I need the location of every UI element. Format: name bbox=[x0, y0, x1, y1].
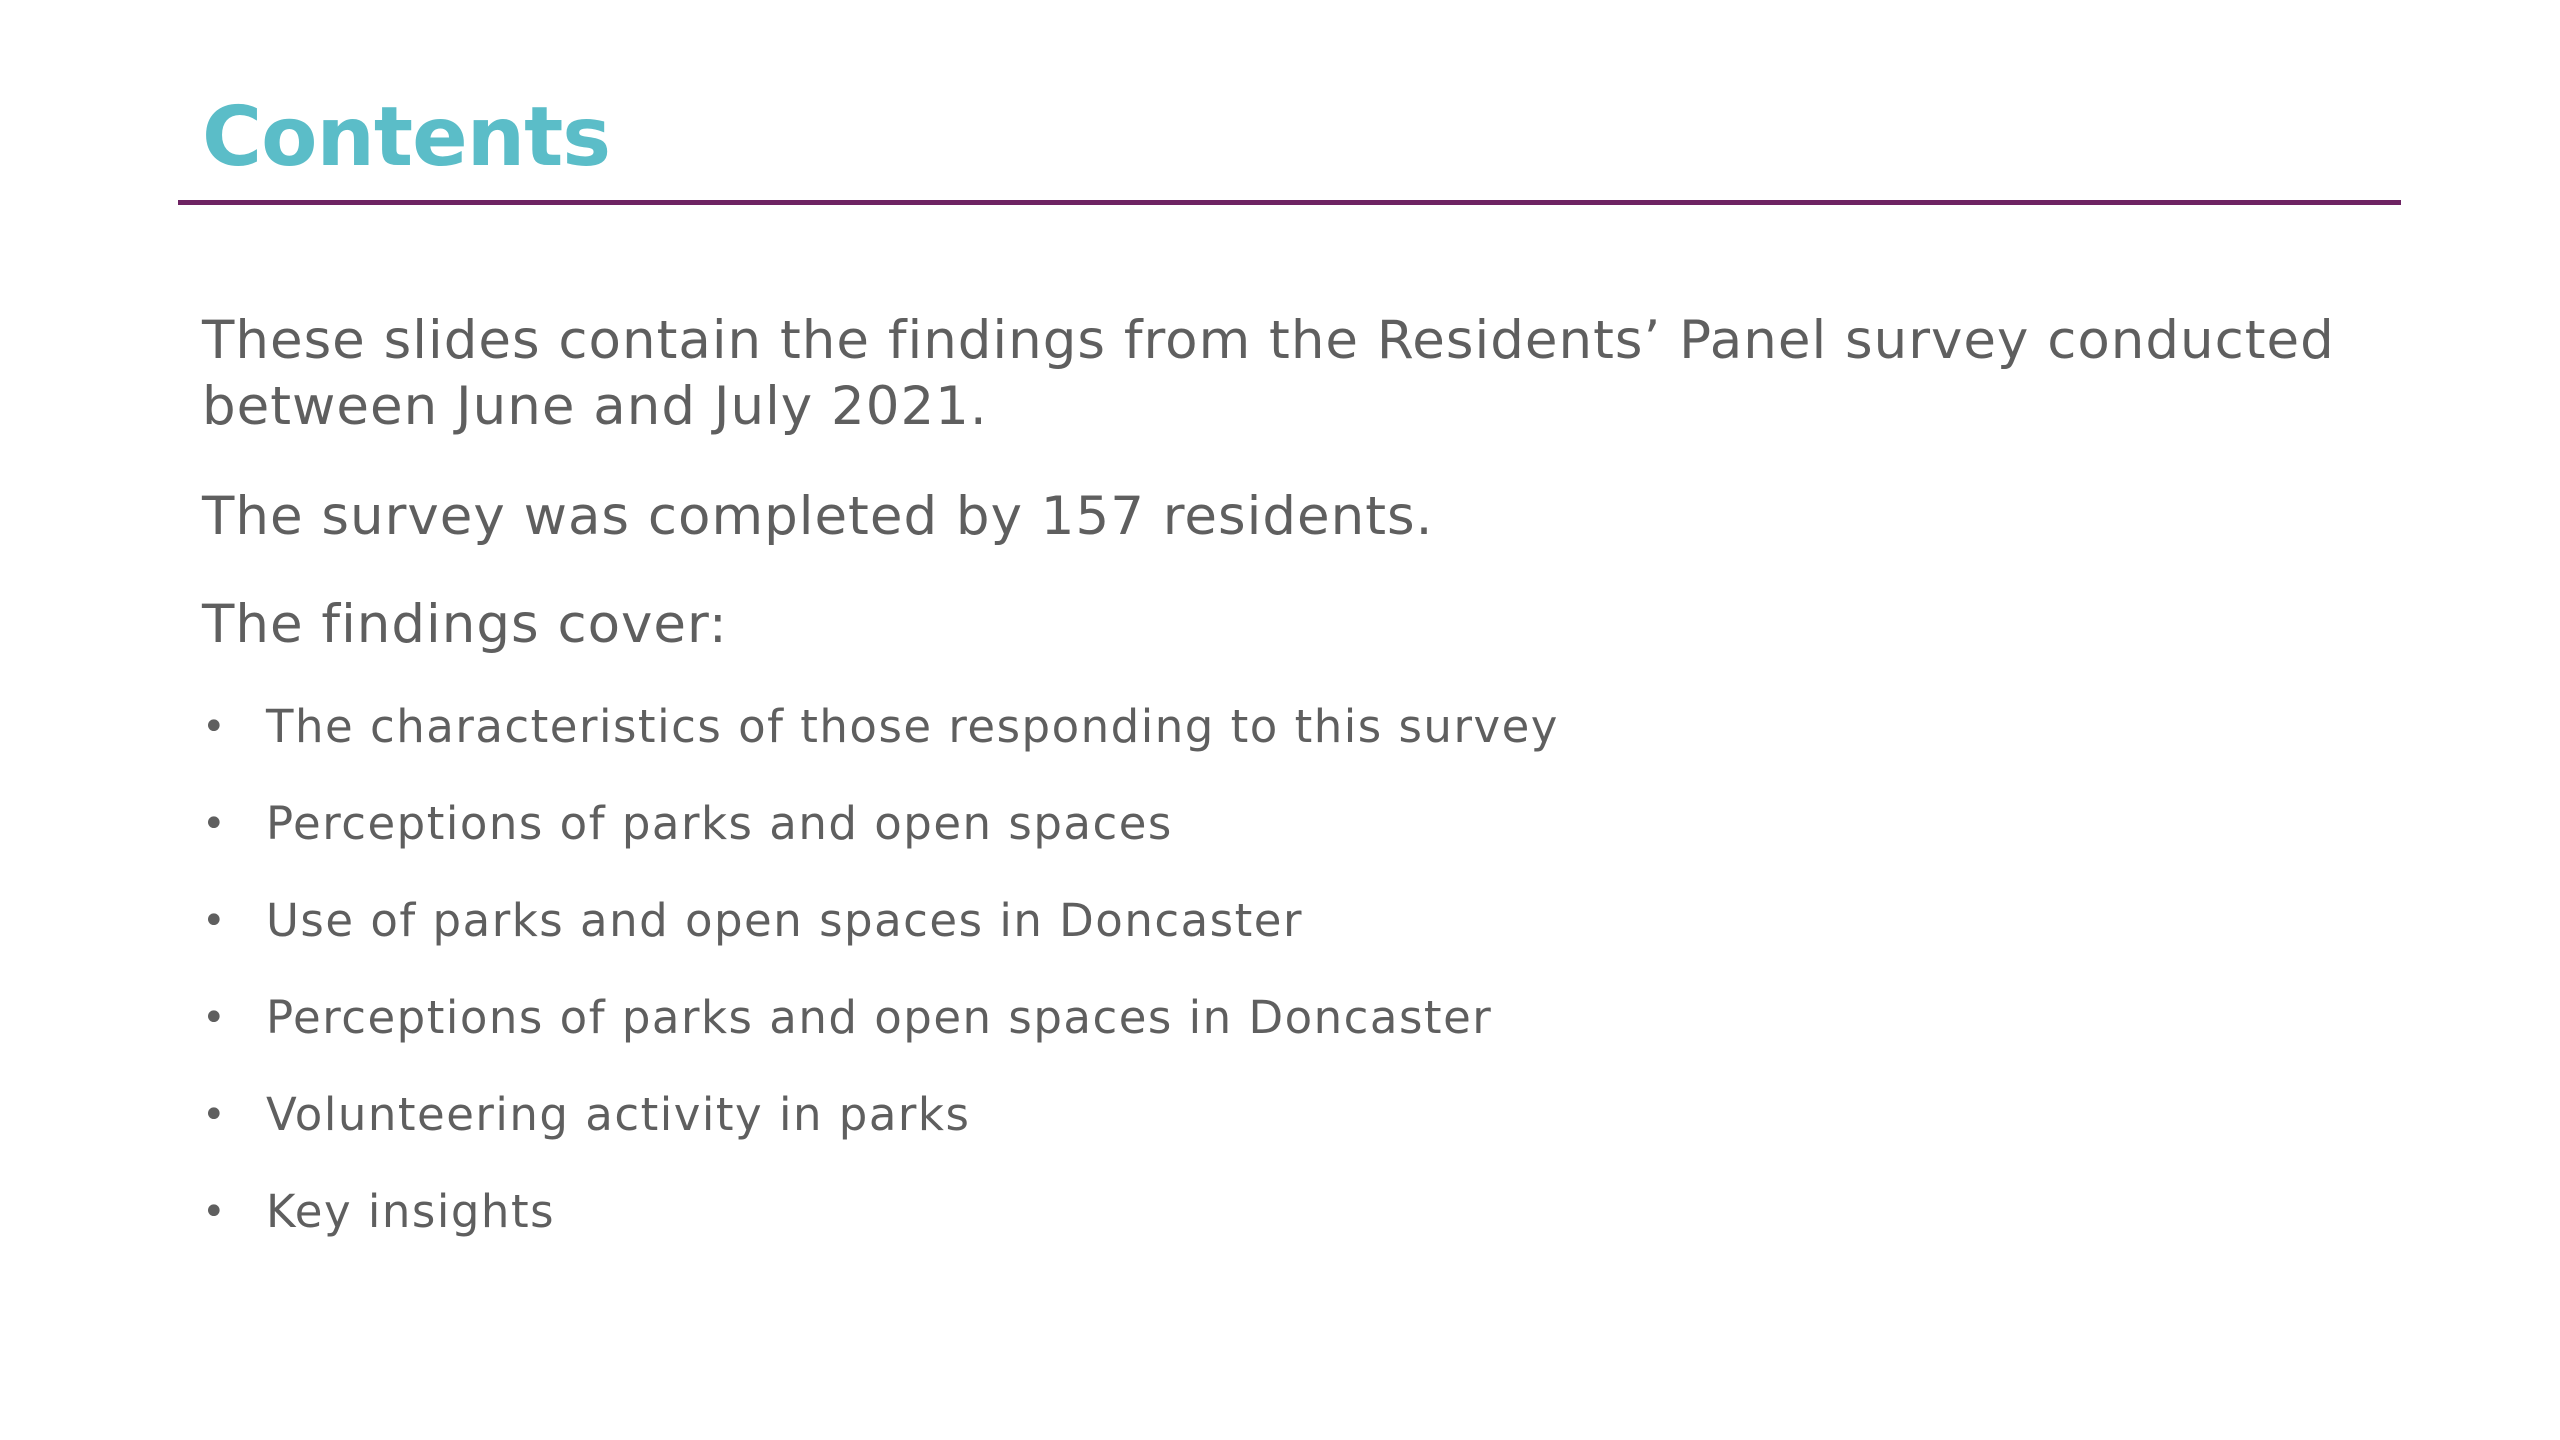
title-divider bbox=[178, 200, 2401, 205]
list-item-text: The characteristics of those responding to this survey bbox=[266, 700, 1559, 753]
list-item-text: Perceptions of parks and open spaces bbox=[266, 797, 1173, 850]
bullet-icon: • bbox=[202, 1189, 228, 1235]
findings-heading: The findings cover: bbox=[202, 594, 728, 655]
bullet-icon: • bbox=[202, 1092, 228, 1138]
respondents-paragraph: The survey was completed by 157 residents. bbox=[202, 486, 1434, 547]
list-item-text: Volunteering activity in parks bbox=[266, 1088, 971, 1141]
slide-title: Contents bbox=[202, 90, 611, 185]
list-item-text: Key insights bbox=[266, 1185, 556, 1238]
bullet-icon: • bbox=[202, 704, 228, 750]
intro-paragraph bbox=[202, 308, 2442, 440]
bullet-icon: • bbox=[202, 995, 228, 1041]
list-item-text: Perceptions of parks and open spaces in Doncaster bbox=[266, 991, 1493, 1044]
list-item-text: Use of parks and open spaces in Doncaster bbox=[266, 894, 1303, 947]
intro-text: These slides contain the findings from the Residents’ Panel survey conducted between June and July 2021. bbox=[202, 310, 2335, 437]
bullet-icon: • bbox=[202, 898, 228, 944]
bullet-icon: • bbox=[202, 801, 228, 847]
